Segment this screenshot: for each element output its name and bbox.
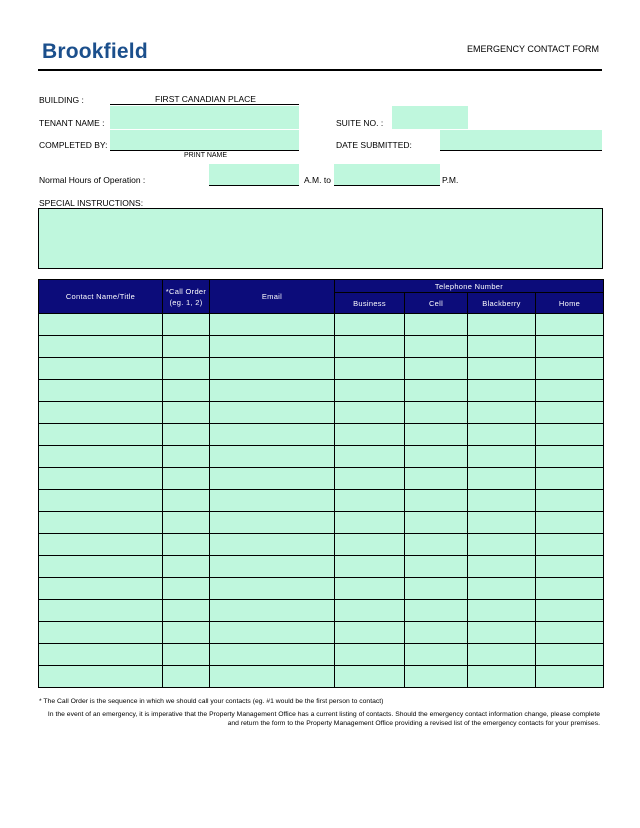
blackberry-cell[interactable] (468, 556, 536, 578)
call-order-cell[interactable] (163, 402, 210, 424)
blackberry-cell[interactable] (468, 402, 536, 424)
col-header-contact: Contact Name/Title (39, 280, 163, 314)
business-phone-cell[interactable] (335, 556, 405, 578)
email-cell[interactable] (210, 666, 335, 688)
blackberry-cell[interactable] (468, 358, 536, 380)
email-cell[interactable] (210, 446, 335, 468)
am-to-label: A.M. to (304, 175, 331, 185)
completed-by-label: COMPLETED BY: (39, 140, 108, 150)
table-row (39, 578, 604, 600)
contact-name-cell[interactable] (39, 380, 163, 402)
cell-phone-cell[interactable] (405, 644, 468, 666)
email-cell[interactable] (210, 314, 335, 336)
home-phone-cell[interactable] (536, 490, 604, 512)
building-field[interactable] (110, 92, 299, 105)
table-row (39, 644, 604, 666)
contact-name-cell[interactable] (39, 490, 163, 512)
email-cell[interactable] (210, 402, 335, 424)
business-phone-cell[interactable] (335, 666, 405, 688)
contact-name-cell[interactable] (39, 336, 163, 358)
blackberry-cell[interactable] (468, 512, 536, 534)
hours-label: Normal Hours of Operation : (39, 175, 146, 185)
footer-paragraph (39, 711, 600, 728)
cell-phone-cell[interactable] (405, 666, 468, 688)
call-order-cell[interactable] (163, 666, 210, 688)
table-row (39, 402, 604, 424)
table-row (39, 358, 604, 380)
business-phone-cell[interactable] (335, 358, 405, 380)
home-phone-cell[interactable] (536, 446, 604, 468)
col-header-cell: Cell (405, 293, 468, 314)
print-name-caption: PRINT NAME (184, 152, 228, 159)
call-order-cell[interactable] (163, 358, 210, 380)
home-phone-cell[interactable] (536, 380, 604, 402)
business-phone-cell[interactable] (335, 336, 405, 358)
table-row (39, 468, 604, 490)
cell-phone-cell[interactable] (405, 512, 468, 534)
cell-phone-cell[interactable] (405, 424, 468, 446)
special-instructions-label: SPECIAL INSTRUCTIONS: (39, 198, 144, 208)
call-order-cell[interactable] (163, 600, 210, 622)
home-phone-cell[interactable] (536, 578, 604, 600)
business-phone-cell[interactable] (335, 578, 405, 600)
blackberry-cell[interactable] (468, 578, 536, 600)
col-header-blackberry: Blackberry (468, 293, 536, 314)
home-phone-cell[interactable] (536, 424, 604, 446)
blackberry-cell[interactable] (468, 446, 536, 468)
blackberry-cell[interactable] (468, 380, 536, 402)
home-phone-cell[interactable] (536, 336, 604, 358)
contact-name-cell[interactable] (39, 512, 163, 534)
cell-phone-cell[interactable] (405, 358, 468, 380)
business-phone-cell[interactable] (335, 380, 405, 402)
contact-name-cell[interactable] (39, 666, 163, 688)
call-order-cell[interactable] (163, 490, 210, 512)
contact-name-cell[interactable] (39, 622, 163, 644)
table-row (39, 556, 604, 578)
tenant-name-field[interactable] (110, 106, 299, 129)
email-cell[interactable] (210, 622, 335, 644)
cell-phone-cell[interactable] (405, 578, 468, 600)
email-cell[interactable] (210, 424, 335, 446)
call-order-cell[interactable] (163, 644, 210, 666)
call-order-cell[interactable] (163, 314, 210, 336)
col-header-home: Home (536, 293, 604, 314)
blackberry-cell[interactable] (468, 336, 536, 358)
cell-phone-cell[interactable] (405, 402, 468, 424)
email-cell[interactable] (210, 358, 335, 380)
date-submitted-field[interactable] (440, 130, 602, 151)
contact-name-cell[interactable] (39, 600, 163, 622)
business-phone-cell[interactable] (335, 424, 405, 446)
home-phone-cell[interactable] (536, 556, 604, 578)
email-cell[interactable] (210, 534, 335, 556)
business-phone-cell[interactable] (335, 490, 405, 512)
business-phone-cell[interactable] (335, 512, 405, 534)
business-phone-cell[interactable] (335, 534, 405, 556)
business-phone-cell[interactable] (335, 644, 405, 666)
pm-label: P.M. (442, 175, 459, 185)
cell-phone-cell[interactable] (405, 622, 468, 644)
suite-field[interactable] (392, 106, 468, 129)
blackberry-cell[interactable] (468, 600, 536, 622)
home-phone-cell[interactable] (536, 314, 604, 336)
call-order-cell[interactable] (163, 534, 210, 556)
call-order-cell[interactable] (163, 446, 210, 468)
cell-phone-cell[interactable] (405, 468, 468, 490)
blackberry-cell[interactable] (468, 534, 536, 556)
cell-phone-cell[interactable] (405, 534, 468, 556)
business-phone-cell[interactable] (335, 600, 405, 622)
call-order-cell[interactable] (163, 336, 210, 358)
date-submitted-label: DATE SUBMITTED: (336, 140, 412, 150)
col-header-business: Business (335, 293, 405, 314)
cell-phone-cell[interactable] (405, 446, 468, 468)
call-order-line2: (eg. 1, 2) (169, 297, 203, 307)
email-cell[interactable] (210, 644, 335, 666)
call-order-cell[interactable] (163, 512, 210, 534)
blackberry-cell[interactable] (468, 666, 536, 688)
emergency-contacts-table (38, 279, 604, 688)
table-row (39, 512, 604, 534)
home-phone-cell[interactable] (536, 402, 604, 424)
contact-name-cell[interactable] (39, 578, 163, 600)
email-cell[interactable] (210, 578, 335, 600)
home-phone-cell[interactable] (536, 666, 604, 688)
home-phone-cell[interactable] (536, 622, 604, 644)
home-phone-cell[interactable] (536, 534, 604, 556)
contact-name-cell[interactable] (39, 644, 163, 666)
home-phone-cell[interactable] (536, 600, 604, 622)
blackberry-cell[interactable] (468, 622, 536, 644)
table-row (39, 336, 604, 358)
header-divider (38, 69, 602, 71)
contact-name-cell[interactable] (39, 468, 163, 490)
hours-pm-field[interactable] (334, 164, 440, 186)
completed-by-field[interactable] (110, 130, 299, 151)
table-row (39, 666, 604, 688)
tenant-name-label: TENANT NAME : (39, 118, 105, 128)
cell-phone-cell[interactable] (405, 556, 468, 578)
building-label: BUILDING : (39, 95, 84, 105)
business-phone-cell[interactable] (335, 402, 405, 424)
blackberry-cell[interactable] (468, 424, 536, 446)
contact-name-cell[interactable] (39, 314, 163, 336)
contact-name-cell[interactable] (39, 424, 163, 446)
call-order-cell[interactable] (163, 468, 210, 490)
call-order-cell[interactable] (163, 578, 210, 600)
business-phone-cell[interactable] (335, 314, 405, 336)
call-order-cell[interactable] (163, 380, 210, 402)
building-value: FIRST CANADIAN PLACE (155, 94, 256, 104)
email-cell[interactable] (210, 556, 335, 578)
home-phone-cell[interactable] (536, 512, 604, 534)
business-phone-cell[interactable] (335, 622, 405, 644)
footer-line-1: In the event of an emergency, it is imperative that the Property Management Office has a current listing of contacts. Should the emergency contact information change, please complete (47, 711, 600, 718)
table-row (39, 380, 604, 402)
table-row (39, 622, 604, 644)
brookfield-logo: Brookfield (42, 40, 148, 63)
contact-name-cell[interactable] (39, 446, 163, 468)
col-header-email: Email (210, 280, 335, 314)
call-order-cell[interactable] (163, 556, 210, 578)
email-cell[interactable] (210, 380, 335, 402)
cell-phone-cell[interactable] (405, 380, 468, 402)
cell-phone-cell[interactable] (405, 600, 468, 622)
contact-name-cell[interactable] (39, 534, 163, 556)
table-row (39, 490, 604, 512)
table-row (39, 424, 604, 446)
blackberry-cell[interactable] (468, 314, 536, 336)
cell-phone-cell[interactable] (405, 314, 468, 336)
blackberry-cell[interactable] (468, 468, 536, 490)
blackberry-cell[interactable] (468, 644, 536, 666)
home-phone-cell[interactable] (536, 358, 604, 380)
form-title: EMERGENCY CONTACT FORM (467, 44, 600, 54)
cell-phone-cell[interactable] (405, 336, 468, 358)
col-header-telephone: Telephone Number (335, 280, 604, 293)
hours-am-field[interactable] (209, 164, 299, 186)
home-phone-cell[interactable] (536, 644, 604, 666)
col-header-call-order (163, 280, 210, 314)
business-phone-cell[interactable] (335, 446, 405, 468)
home-phone-cell[interactable] (536, 468, 604, 490)
business-phone-cell[interactable] (335, 468, 405, 490)
call-order-line1: *Call Order (165, 286, 207, 296)
table-row (39, 446, 604, 468)
blackberry-cell[interactable] (468, 490, 536, 512)
email-cell[interactable] (210, 512, 335, 534)
call-order-cell[interactable] (163, 622, 210, 644)
special-instructions-field[interactable] (38, 208, 603, 269)
call-order-cell[interactable] (163, 424, 210, 446)
cell-phone-cell[interactable] (405, 490, 468, 512)
suite-label: SUITE NO. : (336, 118, 384, 128)
email-cell[interactable] (210, 336, 335, 358)
contact-name-cell[interactable] (39, 358, 163, 380)
email-cell[interactable] (210, 600, 335, 622)
table-row (39, 314, 604, 336)
contact-name-cell[interactable] (39, 402, 163, 424)
call-order-note: * The Call Order is the sequence in which we should call your contacts (eg. #1 would be the first person to contact) (39, 698, 384, 705)
table-row (39, 600, 604, 622)
email-cell[interactable] (210, 468, 335, 490)
table-row (39, 534, 604, 556)
footer-line-2: and return the form to the Property Management Office providing a revised list of the emergency contacts for your premises. (227, 719, 600, 727)
contact-name-cell[interactable] (39, 556, 163, 578)
email-cell[interactable] (210, 490, 335, 512)
